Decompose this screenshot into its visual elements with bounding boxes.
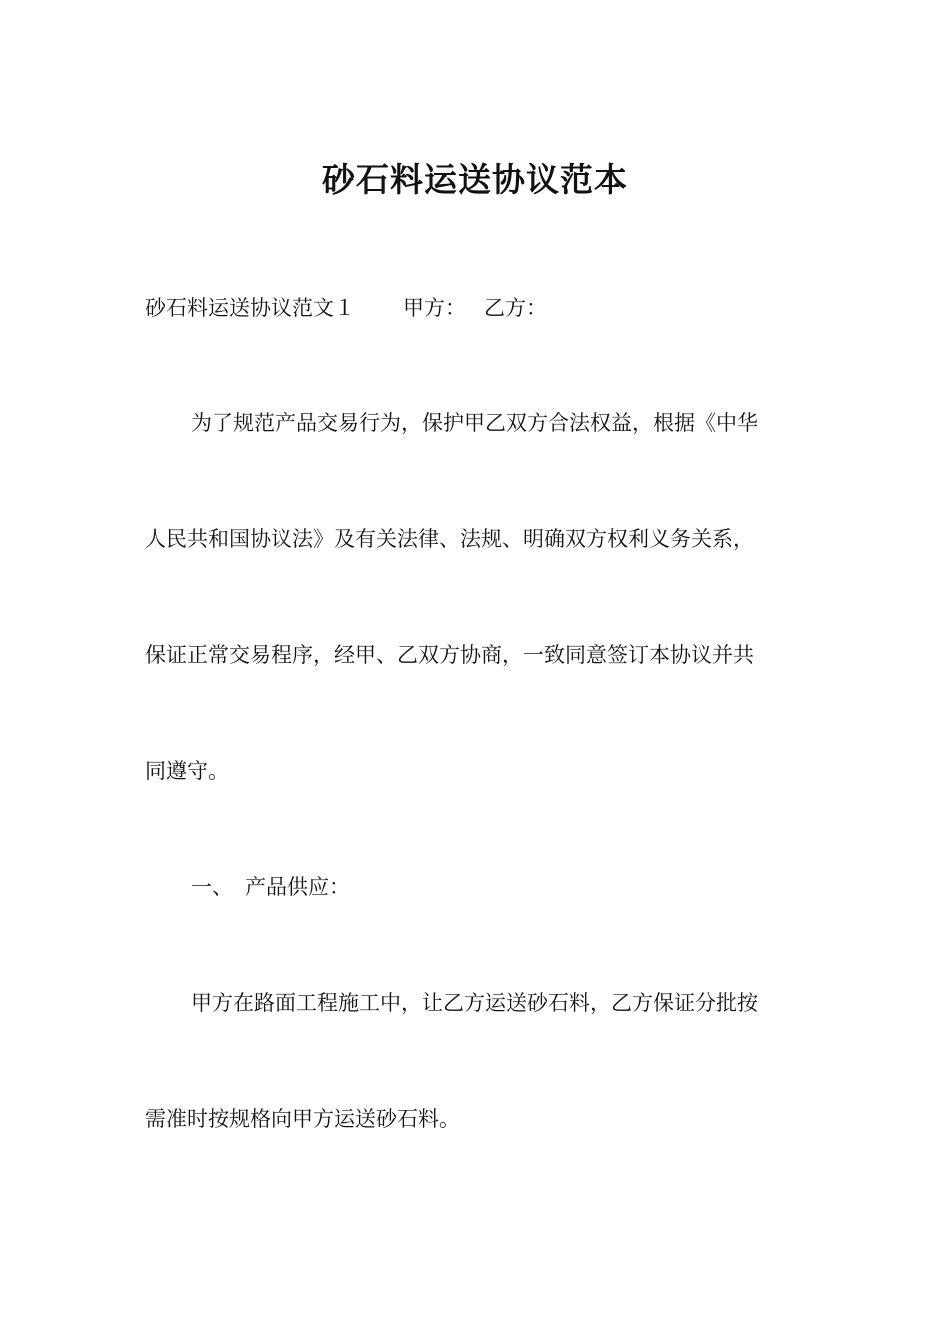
paragraph2-line2: 需准时按规格向甲方运送砂石料。	[145, 1107, 460, 1131]
sample-label: 砂石料运送协议范文１	[145, 296, 355, 320]
section1-number: 一、	[191, 875, 233, 899]
paragraph1-line1: 为了规范产品交易行为，保护甲乙双方合法权益，根据《中华	[191, 411, 758, 435]
document-title: 砂石料运送协议范本	[322, 160, 628, 199]
paragraph1-line3: 保证正常交易程序，经甲、乙双方协商，一致同意签订本协议并共	[145, 643, 754, 667]
paragraph2-line1: 甲方在路面工程施工中，让乙方运送砂石料，乙方保证分批按	[191, 991, 758, 1015]
header-line	[145, 293, 547, 323]
party-a-label: 甲方：	[403, 296, 466, 320]
paragraph1-line4: 同遵守。	[145, 759, 229, 783]
paragraph1-line2: 人民共和国协议法》及有关法律、法规、明确双方权利义务关系，	[145, 527, 754, 551]
section1-title: 产品供应：	[245, 875, 350, 899]
section1-heading	[191, 872, 350, 902]
party-b-label: 乙方：	[484, 296, 547, 320]
